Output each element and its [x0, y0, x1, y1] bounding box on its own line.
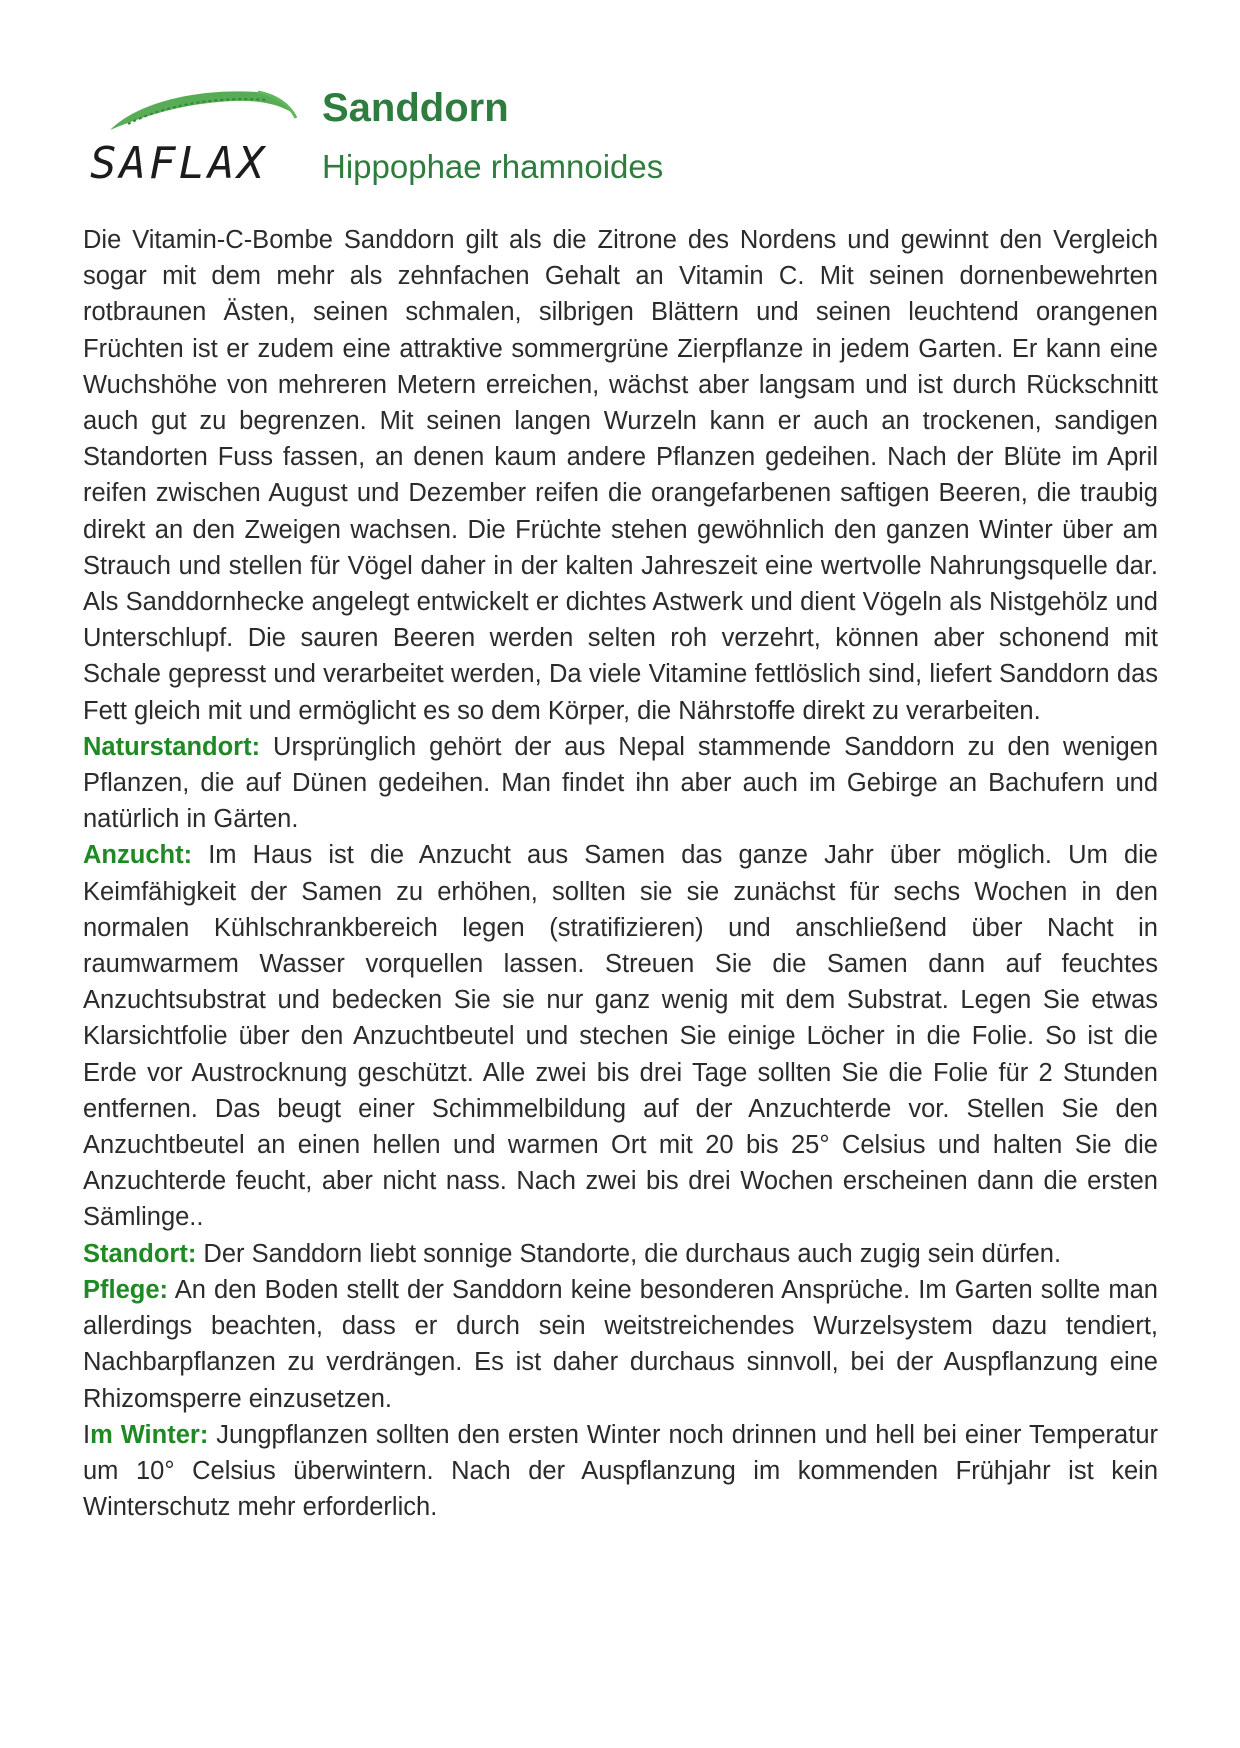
intro-paragraph: Die Vitamin-C-Bombe Sanddorn gilt als die Zitrone des Nordens und gewinnt den Vergleich sogar mit dem mehr als zehnfachen Gehalt an Vitamin C. Mit seinen dornenbewehrten rotbraunen Ästen, seinen schmalen, silbrigen Blättern und seinen leuchtend orangenen Früchten ist er zudem eine attraktive sommergrüne Zierpflanze in jedem Garten. Er kann eine Wuchshöhe von mehreren Metern erreichen, wächst aber langsam und ist durch Rückschnitt auch gut zu begrenzen. Mit seinen langen Wurzeln kann er auch an trockenen, sandigen Standorten Fuss fassen, an denen kaum andere Pflanzen gedeihen. Nach der Blüte im April reifen zwischen August und Dezember reifen die orangefarbenen saftigen Beeren, die traubig direkt an den Zweigen wachsen. Die Früchte stehen gewöhnlich den ganzen Winter über am Strauch und stellen für Vögel daher in der kalten Jahreszeit eine wertvolle Nahrungsquelle dar. Als Sanddornhecke angelegt entwickelt er dichtes Astwerk und dient Vögeln als Nistgehölz und Unterschlupf. Die sauren Beeren werden selten roh verzehrt, können aber schonend mit Schale gepresst und verarbeitet werden, Da viele Vitamine fettlöslich sind, liefert Sanddorn das Fett gleich mit und ermöglicht es so dem Körper, die Nährstoffe direkt zu verarbeiten. [83, 226, 1158, 725]
page-header [88, 84, 1168, 194]
winter-label: m Winter: [90, 1420, 209, 1449]
standort-paragraph [83, 1236, 1158, 1272]
pflege-paragraph [83, 1272, 1158, 1417]
document-body [83, 222, 1158, 1525]
winter-paragraph [83, 1417, 1158, 1526]
standort-label: Standort: [83, 1239, 197, 1268]
naturstandort-label: Naturstandort: [83, 732, 261, 761]
pflege-text: An den Boden stellt der Sanddorn keine besonderen Ansprüche. Im Garten sollte man allerdings beachten, dass er durch sein weitstreichendes Wurzelsystem dazu tendiert, Nachbarpflanzen zu verdrängen. Es ist daher durchaus sinnvoll, bei der Auspflanzung eine Rhizomsperre einzusetzen. [83, 1275, 1158, 1413]
logo-wordmark: SAFLAX [90, 138, 267, 189]
leaf-swoosh-icon [108, 84, 298, 134]
page-subtitle: Hippophae rhamnoides [322, 148, 664, 185]
page-title: Sanddorn [322, 86, 509, 130]
anzucht-paragraph [83, 837, 1158, 1235]
naturstandort-paragraph [83, 729, 1158, 838]
winter-label-prefix: I [83, 1420, 91, 1449]
saflax-logo [88, 84, 298, 194]
naturstandort-text: Ursprünglich gehört der aus Nepal stammende Sanddorn zu den wenigen Pflanzen, die auf Dünen gedeihen. Man findet ihn aber auch im Gebirge an Bachufern und natürlich in Gärten. [83, 732, 1158, 834]
anzucht-label: Anzucht: [83, 841, 193, 870]
winter-text: Jungpflanzen sollten den ersten Winter noch drinnen und hell bei einer Temperatur um 10° Celsius überwintern. Nach der Auspflanzung im kommenden Frühjahr ist kein Winterschutz mehr erforderlich. [83, 1420, 1158, 1522]
pflege-label: Pflege: [83, 1275, 169, 1304]
anzucht-text: Im Haus ist die Anzucht aus Samen das ganze Jahr über möglich. Um die Keimfähigkeit der Samen zu erhöhen, sollten sie sie zunächst für sechs Wochen in den normalen Kühlschrankbereich legen (stratifizieren) und anschließend über Nacht in raumwarmem Wasser vorquellen lassen. Streuen Sie die Samen dann auf feuchtes Anzuchtsubstrat und bedecken Sie sie nur ganz wenig mit dem Substrat. Legen Sie etwas Klarsichtfolie über den Anzuchtbeutel und stechen Sie einige Löcher in die Folie. So ist die Erde vor Austrocknung geschützt. Alle zwei bis drei Tage sollten Sie die Folie für 2 Stunden entfernen. Das beugt einer Schimmelbildung auf der Anzuchterde vor. Stellen Sie den Anzuchtbeutel an einen hellen und warmen Ort mit 20 bis 25° Celsius und halten Sie die Anzuchterde feucht, aber nicht nass. Nach zwei bis drei Wochen erscheinen dann die ersten Sämlinge.. [83, 841, 1158, 1232]
standort-text: Der Sanddorn liebt sonnige Standorte, die durchaus auch zugig sein dürfen. [196, 1239, 1062, 1268]
